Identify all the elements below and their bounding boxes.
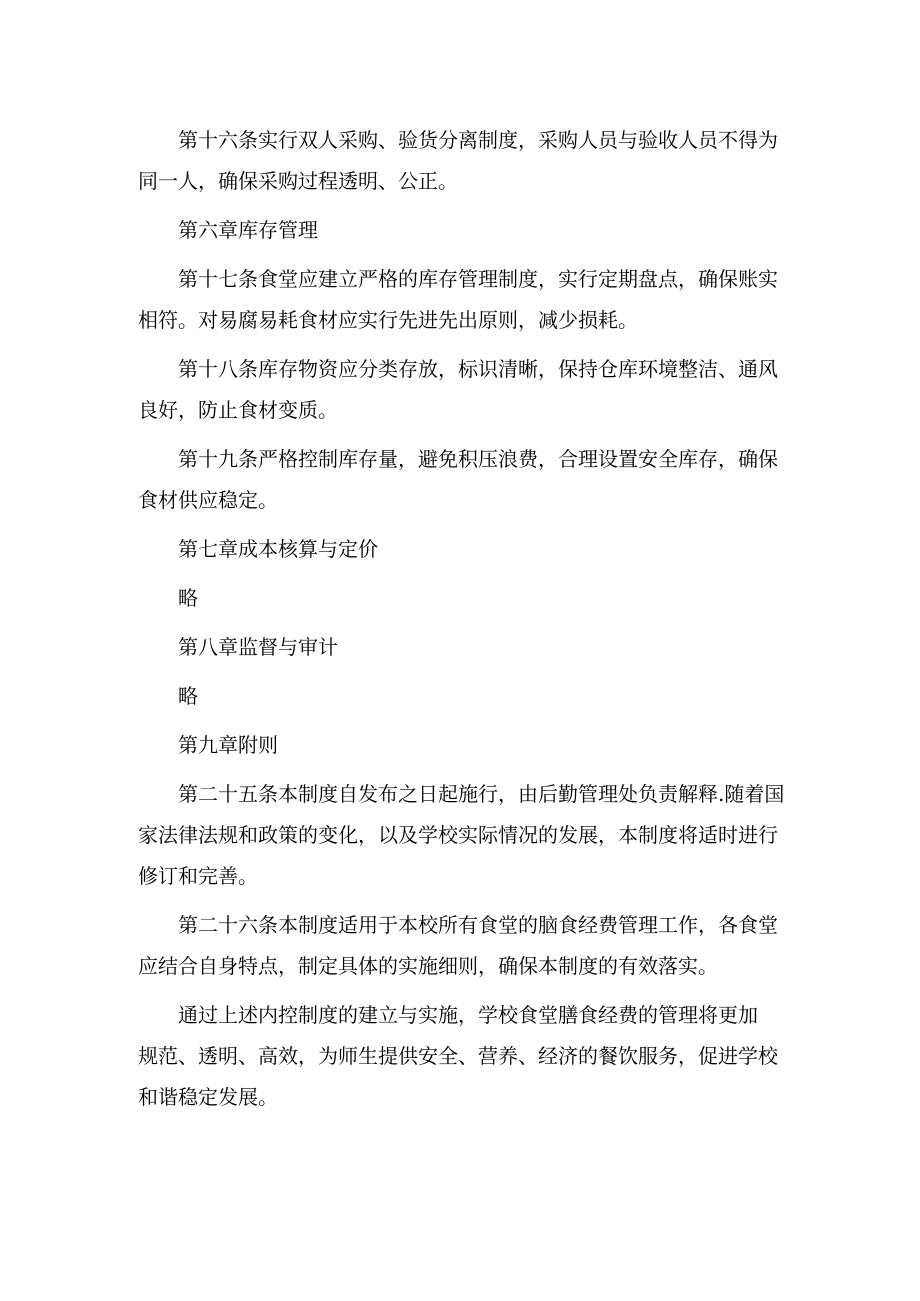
paragraph-article-18 <box>138 356 788 424</box>
paragraph-line: 第十九条严格控制库存量，避免积压浪费，合理设置安全库存，确保 <box>178 447 778 471</box>
paragraph-line: 家法律法规和政策的变化，以及学校实际情况的发展，本制度将适时进行 <box>138 823 778 847</box>
chapter-heading-8 <box>138 634 788 661</box>
paragraph-article-25 <box>138 781 788 890</box>
paragraph-line: 食材供应稳定。 <box>138 488 278 512</box>
heading-line: 第八章监督与审计 <box>178 635 338 659</box>
omitted-note <box>138 683 788 710</box>
chapter-heading-6 <box>138 217 788 244</box>
paragraph-line: 修订和完善。 <box>138 864 258 888</box>
paragraph-line: 第二十六条本制度适用于本校所有食堂的脑食经费管理工作，各食堂 <box>178 913 778 937</box>
paragraph-line: 第十八条库存物资应分类存放，标识清晰，保持仓库环境整洁、通风 <box>178 357 778 381</box>
chapter-heading-9 <box>138 732 788 759</box>
paragraph-article-26 <box>138 912 788 980</box>
paragraph-article-17 <box>138 266 788 334</box>
document-body <box>138 127 788 1133</box>
heading-line: 第七章成本核算与定价 <box>178 537 378 561</box>
paragraph-line: 和谐稳定发展。 <box>138 1085 278 1109</box>
omitted-note <box>138 585 788 612</box>
chapter-heading-7 <box>138 536 788 563</box>
paragraph-line: 应结合自身特点，制定具体的实施细则，确保本制度的有效落实。 <box>138 954 718 978</box>
paragraph-line: 第二十五条本制度自发布之日起施行，由后勤管理处负责解释.随着国 <box>178 782 785 806</box>
paragraph-line: 通过上述内控制度的建立与实施，学校食堂膳食经费的管理将更加 <box>178 1003 758 1027</box>
heading-line: 第九章附则 <box>178 733 278 757</box>
paragraph-article-16 <box>138 127 788 195</box>
paragraph-line: 同一人，确保采购过程透明、公正。 <box>138 169 458 193</box>
paragraph-line: 第十七条食堂应建立严格的库存管理制度，实行定期盘点，确保账实 <box>178 267 778 291</box>
heading-line: 第六章库存管理 <box>178 218 318 242</box>
paragraph-line: 良好，防止食材变质。 <box>138 398 338 422</box>
paragraph-line: 略 <box>178 684 198 708</box>
paragraph-article-19 <box>138 446 788 514</box>
paragraph-line: 相符。对易腐易耗食材应实行先进先出原则，减少损耗。 <box>138 308 638 332</box>
paragraph-conclusion <box>138 1002 788 1111</box>
paragraph-line: 规范、透明、高效，为师生提供安全、营养、经济的餐饮服务，促进学校 <box>138 1044 778 1068</box>
paragraph-line: 第十六条实行双人采购、验货分离制度，采购人员与验收人员不得为 <box>178 128 778 152</box>
paragraph-line: 略 <box>178 586 198 610</box>
